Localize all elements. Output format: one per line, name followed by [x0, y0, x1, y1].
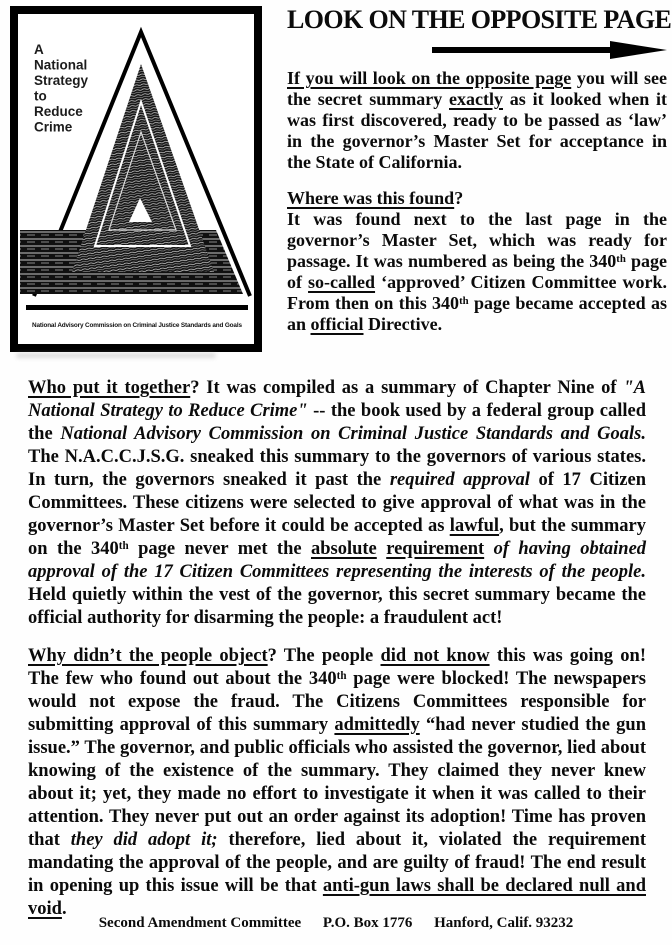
scan-smudge	[16, 353, 216, 358]
cover-divider-bar	[26, 305, 248, 310]
book-cover-caption: National Advisory Commission on Criminal Justice Standards and Goals	[32, 322, 242, 329]
svg-text:A: A	[34, 42, 44, 57]
right-column	[287, 4, 672, 335]
svg-text:to: to	[34, 88, 47, 104]
svg-text:National: National	[34, 57, 88, 73]
footer-address	[0, 915, 672, 932]
footer-po-box: P.O. Box 1776	[322, 915, 413, 931]
footer-city: Hanford, Calif. 93232	[434, 915, 574, 931]
svg-text:Reduce: Reduce	[34, 104, 83, 119]
svg-text:Strategy: Strategy	[34, 73, 89, 88]
where-paragraph: It was found next to the last page in the governor’s Master Set, which was ready for passage. It was numbered as being the 340th page of so-called ‘approved’ Citizen Committee work. From then on this 340th page became accepted as an official Directive.	[287, 209, 668, 334]
book-cover-art	[10, 6, 262, 354]
footer-org: Second Amendment Committee	[98, 915, 302, 931]
where-heading: Where was this found?	[287, 188, 464, 208]
book-cover	[10, 6, 262, 354]
who-paragraph: Who put it together? It was compiled as a summary of Chapter Nine of "A National Strategy to Reduce Crime" -- the book used by a federal group called the National Advisory Commission on Criminal Justice Standards and Goals. The N.A.C.C.J.S.G. sneaked this summary to the governors of various states. In turn, the governors sneaked it past the required approval of 17 Citizen Committees. These citizens were selected to give approval of what was in the governor’s Master Set before it could be accepted as lawful, but the summary on the 340th page never met the absolute requirement of having obtained approval of the 17 Citizen Committees representing the interests of the people. Held quietly within the vest of the governor, this secret summary became the official authority for disarming the people: a fraudulent act!	[28, 378, 647, 628]
page-title: LOOK ON THE OPPOSITE PAGE	[287, 5, 672, 34]
right-arrow-icon	[432, 39, 667, 61]
why-paragraph: Why didn’t the people object? The people did not know this was going on! The few who found out about the 340th page were blocked! The newspapers would not expose the fraud. The Citizens Committees responsible for submitting approval of this summary admittedly “had never studied the gun issue.” The governor, and public officials who assisted the governor, lied about knowing of the existence of the summary. They claimed they never knew about it; yet, they made no effort to investigate it when it was called to their attention. They never put out an order against its adoption! Time has proven that they did adopt it; therefore, lied about it, violated the requirement mandating the approval of the people, and are guilty of fraud! The end result in opening up this issue will be that anti-gun laws shall be declared null and void.	[28, 646, 646, 919]
svg-text:Crime: Crime	[34, 119, 73, 135]
intro-paragraph: If you will look on the opposite page you will see the secret summary exactly as it looked when it was first discovered, ready to be passed as ‘law’ in the governor’s Master Set for acceptance in the State of California.	[287, 68, 668, 172]
